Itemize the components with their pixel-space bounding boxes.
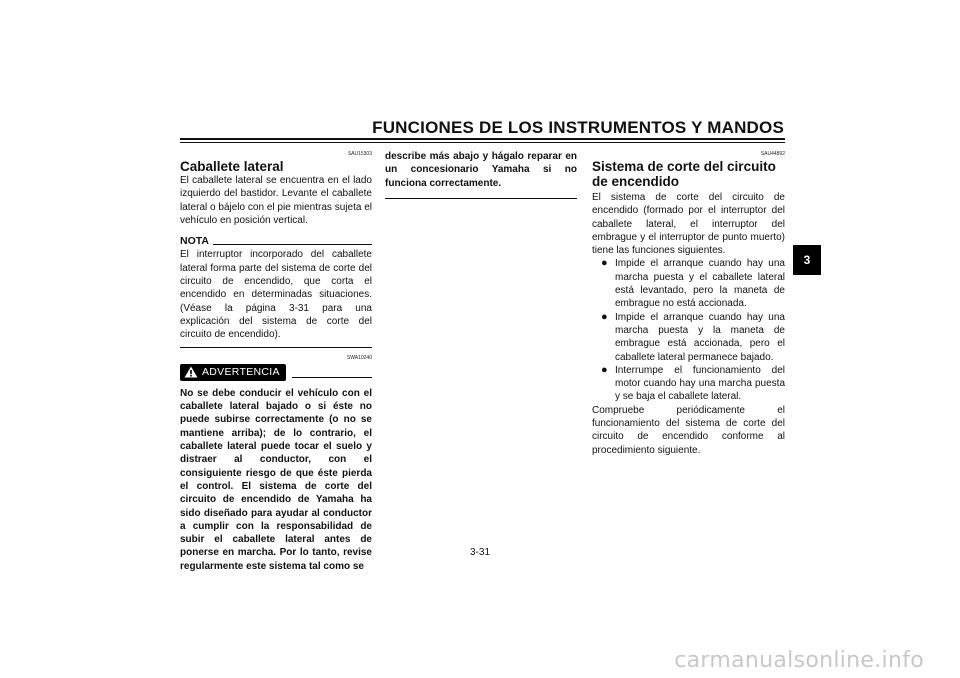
ignition-intro: El sistema de corte del circuito de encendido (formado por el interruptor del caballete lateral, el interruptor del embrague y el interruptor de punto muerto) tiene las funciones siguientes. [592, 192, 785, 257]
column-left [180, 150, 372, 573]
page-number: 3-31 [469, 547, 490, 558]
list-item: ● Impide el arranque cuando hay una marcha puesta y el caballete lateral está levantado, pero la maneta de embrague no está accionada. [601, 257, 785, 310]
section-title-ignition-cutoff: Sistema de corte del circuito de encendido [592, 159, 776, 189]
header-rule [180, 138, 785, 140]
sidestand-paragraph: El caballete lateral se encuentra en el lado izquierdo del bastidor. Levante el caballete lateral o bájelo con el pie mientras sujeta el vehículo en posición vertical. [180, 175, 372, 226]
function-list [592, 257, 785, 403]
note-end-rule [180, 347, 372, 348]
bullet-icon: ● [601, 363, 608, 376]
list-item: ● Interrumpe el funcionamiento del motor cuando hay una marcha puesta y se baja el caballete lateral. [601, 363, 785, 403]
list-item: ● Impide el arranque cuando hay una marcha puesta y la maneta de embrague está accionada, pero el caballete lateral permanece bajado. [601, 310, 785, 363]
warning-label: ADVERTENCIA [202, 365, 280, 378]
warning-badge [180, 364, 286, 381]
note-text: El interruptor incorporado del caballete lateral forma parte del sistema de corte del circuito de encendido, que corta el encendido en determinadas situaciones. (Véase la página 3-31 para una explicación del sistema de corte del circuito de encendido). [180, 249, 372, 341]
bullet-icon: ● [601, 310, 608, 323]
ignition-outro: Compruebe periódicamente el funcionamiento del sistema de corte del circuito de encendido conforme al procedimiento siguiente. [592, 404, 785, 456]
warning-end-rule [385, 198, 577, 199]
warning-header [180, 364, 372, 381]
header-rule-thin [180, 142, 785, 143]
section-code: SAU44892 [760, 151, 785, 157]
watermark: carmanualsonline.info [674, 648, 924, 673]
note-header [180, 235, 372, 248]
warning-text-continued: describe más abajo y hágalo reparar en un concesionario Yamaha si no funciona correctamente. [385, 151, 577, 189]
page-title: FUNCIONES DE LOS INSTRUMENTOS Y MANDOS [372, 118, 784, 137]
warning-triangle-icon [184, 366, 198, 378]
note-rule [213, 244, 372, 245]
bullet-icon: ● [601, 257, 608, 270]
warning-code: SWA10240 [346, 354, 372, 361]
warning-text: No se debe conducir el vehículo con el caballete lateral bajado o si éste no puede subirse correctamente (o no se mantiene arriba); de lo contrario, el caballete lateral puede tocar el suelo y distraer al conductor, con el consiguiente riesgo de que éste pierda el control. El sistema de corte del circuito de encendido de Yamaha ha sido diseñado para ayudar al conductor a cumplir con la responsabilidad de subir el caballete lateral antes de ponerse en marcha. Por lo tanto, revise regularmente este sistema tal como se [180, 387, 372, 572]
column-right [592, 150, 785, 457]
section-code: SAU15303 [347, 151, 372, 157]
warning-rule [292, 377, 372, 378]
note-label: NOTA [180, 235, 209, 248]
chapter-tab: 3 [793, 245, 821, 275]
section-title-sidestand: Caballete lateral [180, 159, 284, 174]
column-middle [385, 150, 577, 199]
